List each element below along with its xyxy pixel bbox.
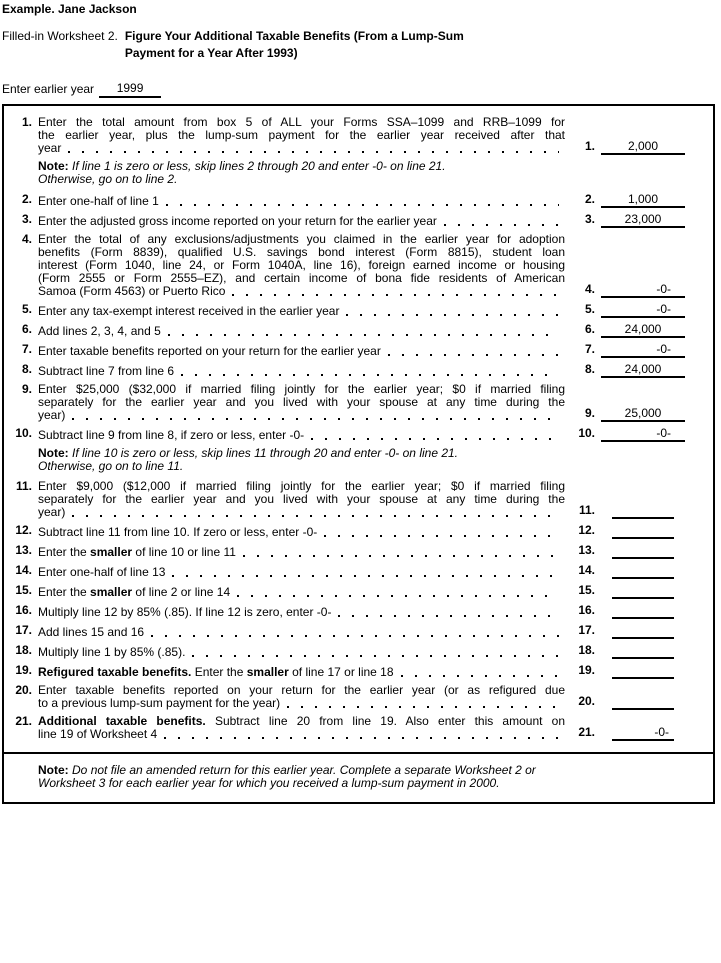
line-text	[38, 215, 565, 228]
text-line-content: Subtract line 7 from line 6	[38, 364, 175, 378]
amount-field	[601, 644, 685, 659]
worksheet-row-15	[8, 584, 685, 599]
amount-value	[612, 644, 674, 659]
text-line-content: Enter taxable benefits reported on your return for the earlier year	[38, 344, 381, 358]
text-line: Additional taxable benefits. Subtract line 20 from line 19. Also enter this amount on	[38, 714, 565, 728]
amount-value: 25,000	[601, 407, 685, 422]
line-text	[38, 586, 565, 599]
worksheet-note	[38, 160, 685, 186]
amount-value	[612, 564, 674, 579]
line-number-right: 19.	[578, 663, 595, 677]
amount-field	[601, 343, 685, 358]
text-line	[38, 325, 565, 338]
worksheet-row-3	[8, 213, 685, 228]
line-text	[38, 383, 565, 422]
text-line-content: Add lines 15 and 16	[38, 625, 145, 639]
note-line: Otherwise, go on to line 2.	[38, 172, 178, 186]
line-text	[38, 715, 565, 741]
line-text	[38, 116, 565, 155]
earlier-year-field	[99, 83, 161, 98]
line-number-right: 13.	[578, 543, 595, 557]
line-number-right: 7.	[584, 342, 595, 356]
text-line	[38, 345, 565, 358]
dot-leader	[388, 345, 565, 358]
line-number: 10.	[15, 426, 32, 440]
amount-value: 2,000	[601, 140, 685, 155]
line-number: 19.	[15, 663, 32, 677]
line-number-right: 4.	[584, 282, 595, 296]
line-text	[38, 365, 565, 378]
text-line	[38, 195, 565, 208]
text-line	[38, 586, 565, 599]
amount-value: 24,000	[601, 323, 685, 338]
line-number: 8.	[21, 362, 32, 376]
text-line: Enter the total amount from box 5 of ALL your Forms SSA–1099 and RRB–1099 for	[38, 115, 565, 129]
earlier-year-value: 1999	[116, 81, 144, 95]
worksheet-title-line1: Figure Your Additional Taxable Benefits (From a Lump-Sum	[124, 29, 464, 43]
worksheet-title	[125, 30, 464, 64]
dot-leader	[72, 506, 565, 519]
amount-field	[601, 363, 685, 378]
earlier-year-label: Enter earlier year	[2, 82, 95, 96]
worksheet-row-9	[8, 383, 685, 422]
text-line	[38, 566, 565, 579]
text-line	[38, 429, 565, 442]
worksheet-row-4	[8, 233, 685, 298]
worksheet-note	[38, 447, 685, 473]
text-line	[38, 646, 565, 659]
dot-leader	[287, 697, 565, 710]
text-line-content: year	[38, 141, 62, 155]
amount-field	[601, 664, 685, 679]
worksheet-row-17	[8, 624, 685, 639]
dot-leader	[72, 409, 565, 422]
text-line-content: Enter one-half of line 1	[38, 194, 159, 208]
text-line	[38, 606, 565, 619]
worksheet-row-20	[8, 684, 685, 710]
text-line-content: year)	[38, 505, 66, 519]
amount-value	[612, 604, 674, 619]
line-number: 1.	[21, 115, 32, 129]
text-line: separately for the earlier year and you lived with your spouse at any time during the	[38, 492, 565, 506]
amount-field	[601, 193, 685, 208]
text-line-content: to a previous lump-sum payment for the year)	[38, 696, 281, 710]
line-number-right: 12.	[578, 523, 595, 537]
amount-field	[601, 695, 685, 710]
line-number-right: 3.	[584, 212, 595, 226]
line-number-right: 14.	[578, 563, 595, 577]
dot-leader	[237, 586, 565, 599]
footer-note-line: Worksheet 3 for each earlier year for which you received a lump-sum payment in 2000.	[38, 776, 500, 790]
line-text	[38, 646, 565, 659]
dot-leader	[164, 728, 565, 741]
amount-field	[601, 427, 685, 442]
amount-field	[601, 323, 685, 338]
line-text	[38, 429, 565, 442]
text-line-content: Subtract line 9 from line 8, if zero or less, enter -0-	[38, 428, 305, 442]
text-line	[38, 305, 565, 318]
amount-field	[601, 213, 685, 228]
line-text	[38, 606, 565, 619]
worksheet-row-13	[8, 544, 685, 559]
amount-value: -0-	[601, 427, 685, 442]
line-text	[38, 480, 565, 519]
dot-leader	[172, 566, 565, 579]
dot-leader	[232, 285, 565, 298]
line-text	[38, 566, 565, 579]
line-number-right: 18.	[578, 643, 595, 657]
amount-value: 1,000	[601, 193, 685, 208]
text-line	[38, 666, 565, 679]
dot-leader	[192, 646, 565, 659]
worksheet-row-19	[8, 664, 685, 679]
amount-value: -0-	[601, 283, 685, 298]
text-line-content: Enter the smaller of line 2 or line 14	[38, 585, 231, 599]
text-line: Enter $25,000 ($32,000 if married filing jointly for the earlier year; $0 if married filing	[38, 382, 565, 396]
worksheet-row-8	[8, 363, 685, 378]
line-number: 4.	[21, 232, 32, 246]
line-text	[38, 526, 565, 539]
amount-value: -0-	[601, 303, 685, 318]
line-number: 9.	[21, 382, 32, 396]
text-line	[38, 626, 565, 639]
amount-value	[612, 584, 674, 599]
dot-leader	[338, 606, 565, 619]
footer-note-line: Note: Do not file an amended return for this earlier year. Complete a separate Worksheet 2 or	[38, 763, 536, 777]
amount-value	[612, 664, 674, 679]
text-line-content: Enter the smaller of line 10 or line 11	[38, 545, 236, 559]
dot-leader	[68, 142, 565, 155]
note-line: Otherwise, go on to line 11.	[38, 459, 184, 473]
earlier-year-row	[2, 83, 719, 98]
text-line-content: line 19 of Worksheet 4	[38, 727, 158, 741]
line-number-right: 6.	[584, 322, 595, 336]
amount-field	[601, 544, 685, 559]
text-line-content: Multiply line 12 by 85% (.85). If line 12 is zero, enter -0-	[38, 605, 332, 619]
line-number-right: 5.	[584, 302, 595, 316]
worksheet-rows	[4, 106, 713, 752]
line-number-right: 10.	[578, 426, 595, 440]
worksheet-row-6	[8, 323, 685, 338]
line-text	[38, 345, 565, 358]
line-number: 14.	[15, 563, 32, 577]
amount-value	[612, 544, 674, 559]
text-line	[38, 365, 565, 378]
dot-leader	[401, 666, 565, 679]
dot-leader	[311, 429, 565, 442]
amount-field	[601, 303, 685, 318]
line-number: 20.	[15, 683, 32, 697]
amount-value: -0-	[601, 343, 685, 358]
worksheet-label: Filled-in Worksheet 2.	[2, 29, 118, 43]
amount-field	[601, 504, 685, 519]
text-line	[38, 506, 565, 519]
worksheet-row-10	[8, 427, 685, 442]
text-line	[38, 215, 565, 228]
dot-leader	[151, 626, 565, 639]
line-number: 11.	[15, 479, 32, 493]
amount-field	[601, 524, 685, 539]
worksheet-row-5	[8, 303, 685, 318]
line-number-right: 15.	[578, 583, 595, 597]
line-number-right: 9.	[584, 406, 595, 420]
text-line-content: Multiply line 1 by 85% (.85).	[38, 645, 186, 659]
worksheet-row-1	[8, 116, 685, 155]
line-number: 17.	[15, 623, 32, 637]
line-text	[38, 195, 565, 208]
line-number-right: 2.	[584, 192, 595, 206]
amount-value	[612, 695, 674, 710]
text-line	[38, 409, 565, 422]
line-number: 5.	[21, 302, 32, 316]
line-number: 18.	[15, 643, 32, 657]
amount-value	[612, 624, 674, 639]
text-line: the earlier year, plus the lump-sum payment for the earlier year received after that	[38, 128, 565, 142]
amount-value	[612, 524, 674, 539]
line-number-right: 20.	[578, 694, 595, 708]
text-line-content: Subtract line 11 from line 10. If zero or less, enter -0-	[38, 525, 318, 539]
text-line: Enter $9,000 ($12,000 if married filing jointly for the earlier year; $0 if married filing	[38, 479, 565, 493]
text-line	[38, 526, 565, 539]
dot-leader	[168, 325, 565, 338]
text-line: (Form 2555 or Form 2555–EZ), and certain income of bona fide residents of American	[38, 271, 565, 285]
text-line-content: Enter one-half of line 13	[38, 565, 166, 579]
worksheet-row-11	[8, 480, 685, 519]
line-number: 7.	[21, 342, 32, 356]
example-heading: Example. Jane Jackson	[2, 2, 137, 16]
amount-value: -0-	[612, 726, 674, 741]
line-text	[38, 626, 565, 639]
line-text	[38, 666, 565, 679]
amount-field	[601, 407, 685, 422]
line-number-right: 16.	[578, 603, 595, 617]
text-line	[38, 142, 565, 155]
line-text	[38, 233, 565, 298]
text-line	[38, 728, 565, 741]
amount-value: 24,000	[601, 363, 685, 378]
worksheet-heading	[2, 30, 719, 64]
line-number: 16.	[15, 603, 32, 617]
text-line-content: Enter any tax-exempt interest received in the earlier year	[38, 304, 340, 318]
amount-field	[601, 604, 685, 619]
dot-leader	[181, 365, 565, 378]
amount-field	[601, 283, 685, 298]
line-text	[38, 684, 565, 710]
line-number: 12.	[15, 523, 32, 537]
line-number-right: 11.	[578, 503, 595, 517]
text-line	[38, 697, 565, 710]
text-line	[38, 546, 565, 559]
text-line-content: year)	[38, 408, 66, 422]
dot-leader	[444, 215, 565, 228]
amount-field	[601, 624, 685, 639]
worksheet-row-16	[8, 604, 685, 619]
line-number-right: 21.	[578, 725, 595, 739]
text-line-content: Samoa (Form 4563) or Puerto Rico	[38, 284, 226, 298]
amount-value: 23,000	[601, 213, 685, 228]
worksheet-row-7	[8, 343, 685, 358]
text-line: interest (Form 1040, line 24, or Form 1040A, line 16), foreign earned income or housing	[38, 258, 565, 272]
worksheet-row-12	[8, 524, 685, 539]
line-number: 15.	[15, 583, 32, 597]
worksheet-row-14	[8, 564, 685, 579]
text-line: separately for the earlier year and you lived with your spouse at any time during the	[38, 395, 565, 409]
amount-value	[612, 504, 674, 519]
text-line-content: Add lines 2, 3, 4, and 5	[38, 324, 161, 338]
line-number-right: 1.	[584, 139, 595, 153]
line-number: 21.	[15, 714, 32, 728]
text-line: Enter taxable benefits reported on your return for the earlier year (or as refigured due	[38, 683, 565, 697]
amount-field	[601, 584, 685, 599]
text-line: benefits (Form 8839), qualified U.S. savings bond interest (Form 8815), student loan	[38, 245, 565, 259]
text-line	[38, 285, 565, 298]
text-line-content: Enter the adjusted gross income reported on your return for the earlier year	[38, 214, 437, 228]
amount-field	[601, 564, 685, 579]
dot-leader	[243, 546, 565, 559]
worksheet-title-line2: Payment for a Year After 1993)	[124, 46, 298, 60]
line-number: 3.	[21, 212, 32, 226]
line-text	[38, 325, 565, 338]
worksheet-row-18	[8, 644, 685, 659]
note-line: Note: If line 10 is zero or less, skip lines 11 through 20 and enter -0- on line 21.	[38, 446, 459, 460]
dot-leader	[324, 526, 565, 539]
line-number: 6.	[21, 322, 32, 336]
line-number-right: 17.	[578, 623, 595, 637]
dot-leader	[346, 305, 565, 318]
worksheet-row-21	[8, 715, 685, 741]
dot-leader	[166, 195, 565, 208]
worksheet-row-2	[8, 193, 685, 208]
text-line: Enter the total of any exclusions/adjustments you claimed in the earlier year for adoption	[38, 232, 565, 246]
line-number: 2.	[21, 192, 32, 206]
amount-field	[601, 726, 685, 741]
line-number: 13.	[15, 543, 32, 557]
text-line-content: Refigured taxable benefits. Enter the smaller of line 17 or line 18	[38, 665, 394, 679]
line-number-right: 8.	[584, 362, 595, 376]
footer-note	[4, 752, 713, 802]
worksheet-box	[2, 104, 715, 804]
line-text	[38, 546, 565, 559]
note-line: Note: If line 1 is zero or less, skip lines 2 through 20 and enter -0- on line 21.	[38, 159, 446, 173]
amount-field	[601, 140, 685, 155]
line-text	[38, 305, 565, 318]
